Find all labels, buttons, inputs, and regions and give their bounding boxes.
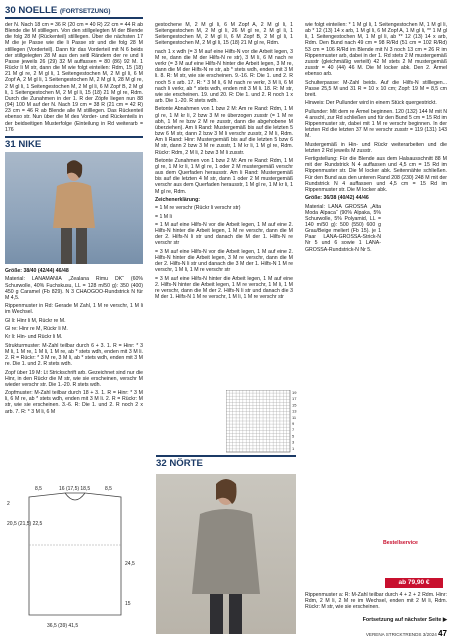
schematic-label: 8,5 [35,486,42,492]
paragraph: Gl re: Hinr re M, Rückr li M. [5,326,68,332]
section-heading-nike [5,139,41,150]
paragraph: Fertigstellung: Für die Blende aus dem Halsausschnitt 88 M mit der Rundstrick N 4 auffassen und 4,5 cm = 15 Rd im Rippenmuster str. Die M locker abk. Seitennähte schließen. Für den Bund aus den unteren Rand 208 (230) 248 M mit der Rundstrick N 4 auffassen und 4,5 cm = 15 Rd im Rippenmuster str. Die M locker abk. [305,156,447,193]
chart-row-label: 13 [292,408,297,414]
column-1-nike [5,268,143,417]
model-figure [156,474,296,634]
paragraph: Betonte Abnahmen von 1 bzw 2 M: Am re Rand: Rdm, 1 M gl re, 1 M kr li, 2 bzw 3 M re überzogen zusstr (= 1 M re abh, 1 M re bzw 2 M re zusstr, dann die abgehobene M überziehen). Am li Rand: Mustergemäß bis auf die letzten 5 bzw 6 M str, dann 2 bzw 3 M li verschr zusstr, 2 M li, Rdm. Am li Rand: Hinr: Mustergemäß bis auf die letzten 5 bzw 6 M str, dann 2 bzw 3 M re zusstr, 1 M kr li, 1 M gl re, Rdm. Rückr: Rdm, 2 M li, 2 bzw 3 M li zusstr. [155,106,293,156]
section-rule [156,455,296,457]
section-heading-noelle [5,5,110,16]
heading-number: 31 [5,139,16,150]
column-1-top [5,22,143,135]
legend-item: = 1 M auf eine Hilfs-N vor die Arbeit legen, 1 M auf eine 2. Hilfs-N hinter die Arbeit legen, 1 M re verschr, dann die M der 2. Hilfs-N li str und danach die M der 1. Hilfs-N re verschr str [155,222,293,247]
chart-row-label: 3 [292,439,295,445]
schematic-label: 36,5 (39) 41,5 [47,623,79,629]
paragraph: wie folgt einteilen: * 1 M gl li, 1 Seitengestochen M, 1 M gl li, ab * 12 (13) 14 x arb, 1 M gl li, 6 M Zopf A, 1 M gl li, ** 1 M gl li, 1 Seitengestochen M, 1 M gl li, ab ** 12 (13) 14 x arb, Rdm. Den Bund nach 49 cm = 98 R/Rd (51 cm = 102 R/Rd) 53 cm = 106 R/Rd im Blende mit N 3 noch 13 cm = 26 R im Rippenmuster arb, dabei in der 1. Rd stets 2 M mustergemäß zusstr (gleichmäßig verteilt) 42 M stets 2 M mustergemäß zusstr = 40 (44) 46 M. Die M locker abk. Den 2. Ärmel ebenso arb. [305,22,447,78]
legend-title: Zeichenerklärung: [155,196,200,203]
order-service-title: Bestellservice [383,540,418,546]
chart-row-label: 5 [292,433,295,439]
page-footer [305,629,447,638]
heading-title: NOELLE [18,5,58,16]
garment-schematic [5,485,145,635]
model-photo [5,152,143,264]
chart-row-label: 19 [292,390,297,395]
paragraph: Pullunder: Mit dem re Ärmel beginnen. 120 (132) 144 M mit N 4 anschl, zur Rd schließen und für den Bund 5 cm = 15 Rd im Rippenmuster str, dabei mit 1 M re verschr beginnen. In der letzten Rd die letzten 37 M re verschr zusstr = 119 (131) 143 M. [305,108,447,140]
chart-row-label: 15 [292,402,297,408]
heading-suffix: (FORTSETZUNG) [59,8,111,15]
paragraph: Strukturmuster: M-Zahl teilbar durch 6 + 3. 1. R = Hinr: * 3 M li, 1 M re, 1 M li, 1 M re, ab * stets wdh, enden mit 3 M li. 2. R = Rückr: * 3 M re, 3 M li, ab * stets wdh, enden mit 3 M re. Die 1. und 2. R stets wdh. [5,342,143,368]
legend-item: = 3 M auf eine Hilfs-N vor die Arbeit legen, 1 M auf eine 2. Hilfs-N hinter die Arbeit legen, 3 M re verschr, dann die M der 2. Hilfs-N li str und danach die 3 M der 1. Hilfs-N 1 M re verschr, 1 M li, 1 M re verschr str [155,248,293,274]
paragraph: Hinweis: Der Pullunder wird in einem Stück quergestrickt. [305,100,437,107]
nike-sizes: Größe: 38/40 (42/44) 46/48 [5,268,69,274]
paragraph: Schulterpasse: M-Zahl beids. Auf die Hilfs-N stilllegen... Passe 25,5 M und 31 R = 10 x 10 cm; Zopf: 19 M = 8,5 cm breit. [305,79,447,98]
paragraph: Rippenmuster in Rd: Gerade M Zahl, 1 M re verschr, 1 M li im Wechsel. [5,303,143,316]
knitting-chart [226,390,302,454]
paragraph: Gl li: Hinr li M, Rückr re M. [5,317,66,324]
paragraph: Kr li: Hin- und Rückr li M. [5,334,63,341]
publication-name: VERENA STRICKTRENDS 3/2024 [365,632,437,637]
column-2 [155,22,293,302]
chart-row-label: 1 [292,445,295,451]
legend-item: = 3 M auf eine Hilfs-N hinter die Arbeit legen, 1 M auf eine 2. Hilfs-N hinter die Arbeit legen, 1 M re verschr, 1 M li, 1 M re verschr, dann die M der 2. Hilfs-N li str und danach die 3 M der 1. Hilfs-N 1 M re verschr, 1 M li, 1 M re verschr str [155,275,293,301]
paragraph: nach 1 x wdh (= 3 M auf eine Hilfs-N vor die Arbeit legen, 3 M re, dann die M der Hilfs-N re str), 3 M li, 6 M nach re verkr (= 3 M auf eine Hilfs-N hinter die Arbeit legen, 3 M re, dann die M der Hilfs-N re str, ab * stets wdh, enden mit 3 M li. 8. R: M str, wie sie erscheinen. 9.-16. R: Die 1. und 2. R noch 5 x arb. 17. R: * 3 M li, 6 M nach re verkr, 3 M li, 6 M nach li verkr, ab * stets wdh, enden mit 3 M li. 18. R: M str, wie sie erscheinen. 19. und 20. R: Die 1. und 2. R noch 1 x arb. Die 1.-20. R stets wdh. [155,48,293,105]
paragraph: Zopfmuster: M-Zahl teilbar durch 18 + 3. 1. R = Hinr: * 3 M li, 6 M re, ab * stets wdh, enden mit 3 M li. 2. R = Rückr: M str, wie sie erscheinen. 3.-6. R: Die 1. und 2. R noch 2 x arb. 7. R: * 3 M li, 6 M [5,390,143,415]
norte-material: Material: LANA GROSSA „Alta Moda Alpaca“ (90% Alpaka, 5% Schurwolle, 5% Polyamid, LL = 140 m/50 g): 500 (550) 600 g Grau/Beige meliert (Fb 15). je 1 Paar LANA-GROSSA-Strick-N Nr 5 und 6 sowie 1 LANA-GROSSA-Rundstrick-N Nr 5. [305,203,381,253]
heading-title: NIKE [18,139,42,150]
order-service-box [383,540,445,546]
heading-title: NÖRTE [169,458,203,469]
price-badge: ab 79,90 € [385,578,443,588]
schematic-label: 20,5 (21,5) 22,5 [7,521,43,527]
schematic-label: 15 [125,601,131,607]
heading-number: 32 [156,458,167,469]
section-heading-norte [156,458,203,469]
model-figure [49,160,99,264]
page-number: 47 [438,629,447,638]
nike-material: Material: LANAMANIA „Zealana Rimu DK“ (60% Schurwolle, 40% Fuchskusu, LL = 128 m/50 g): 350 (400) 450 g Caramel (Fb 829). N 3 CHAOGOO-Rundstrick N für M 4,5. [5,276,143,301]
chart-row-label: 7 [292,427,295,433]
heading-rule [5,17,143,19]
chart-row-label: 9 [292,421,295,426]
schematic-label: 24,5 [125,561,135,567]
section-rule [5,136,143,138]
chart-row-label: 17 [292,396,297,402]
column-3 [305,22,447,255]
chart-row-label: 11 [292,414,297,420]
schematic-label: 16 (17,5) 18,5 [59,486,91,492]
schematic-label: 2 [7,501,10,507]
paragraph: der N. Nach 18 cm = 36 R (20 cm = 40 R) 22 cm = 44 R ab Blende die M stilllegen. Von den stillgelegten M der Blende die folg 28 M (Rückenteil) stilllegen. Über die nächsten 17 M die je Passe wie die li Passe str und die folg 28 M stilllegen (Vorderteil). Dann für das Vorderteil mit N 6 beids der stillgelegten 28 M aus den seitl Rändern der re und li Passe jeweils 26 (29) 32 M auffassen = 80 (86) 92 M. 1 Rückr li M str, dann die M wie folgt einteilen: Rdm, 15 (18) 21 M gl re, 2 M gl li, 1 Seitengestochen M, 2 M gl li, 6 M Zopf A, 2 M gl li, 1 Seitengestochen M, 2 M gl li, 28 M gl re, 2 M gl li, 1 Seitengestochen M, 2 M gl li, 6 M Zopf B, 2 M gl li, 1 Seitengestochen M, 2 M gl li, 15 (18) 21 M gl re, Rdm. Durch die Zunahmen in der 1. R der Zöpfe liegen nun 88 (94) 100 M auf der N. Nach 19 cm = 38 R (21 cm = 42 R) 23 cm = 46 R ab Blende alle M stilllegen. Das Rückenteil ebenso str. Nun über die M des Vorder- und Rückenteils in der beidseitigen Musterfolge (Einteilung in Rd weiterarb = 176 [5,22,143,133]
norte-sizes: Größe: 36/38 (40/42) 44/46 [305,195,369,202]
legend-item: = 1 M li [155,213,172,220]
paragraph: Mustergemäß in Hin- und Rückr weiterarbeiten und die letzten 2 Rd jeweils M zusstr. [305,141,447,154]
schematic-label: 8,5 [105,486,112,492]
paragraph: gestochene M, 2 M gl li, 6 M Zopf A, 2 M gl li, 1 Seitengestochen M, 2 M gl li, 26 M gl re, 2 M gl li, 1 Seitengestochen M, 2 M gl li, 6 M Zopf B, 2 M gl li, 1 Seitengestochen M, 2 M gl li, 15 (18) 21 M gl re, Rdm. [155,22,293,47]
paragraph: Rippenmuster a: R: M-Zahl teilbar durch 4 + 2 + 2 Rdm. Hinr: Rdm, 2 M li, 2 M re im Wechsel, enden mit 2 M li, Rdm. Rückr: M str, wie sie erscheinen. [305,592,447,611]
continued-note: Fortsetzung auf nächster Seite ▶ [362,617,447,623]
model-photo-2 [156,474,296,634]
paragraph: Zopf über 19 M: Lt Strickschrift arb. Gezeichnet sind nur die Hinr, in den Rückr die M str, wie sie erscheinen, verschr M wieder verschr str. Die 1.-20. R stets wdh. [5,369,143,388]
legend-item: = 1 M re verschr (Rückr li verschr str) [155,205,241,212]
norte-rippen [305,592,447,613]
paragraph: Betonte Zunahmen von 1 bzw 2 M: Am re Rand: Rdm, 1 M gl re, 1 M kr li, 1 M gl re, 1 oder 2 M mustergemäß verschr aus dem Querfaden herausstr. Am li Rand: Mustergemäß bis auf die letzten 4 M str, dann 1 oder 2 M mustergemäß verschr aus dem Querfaden herausstr, 1 M gl re, 1 M kr li, 1 M gl re, Rdm. [155,157,293,195]
heading-number: 30 [5,5,16,16]
